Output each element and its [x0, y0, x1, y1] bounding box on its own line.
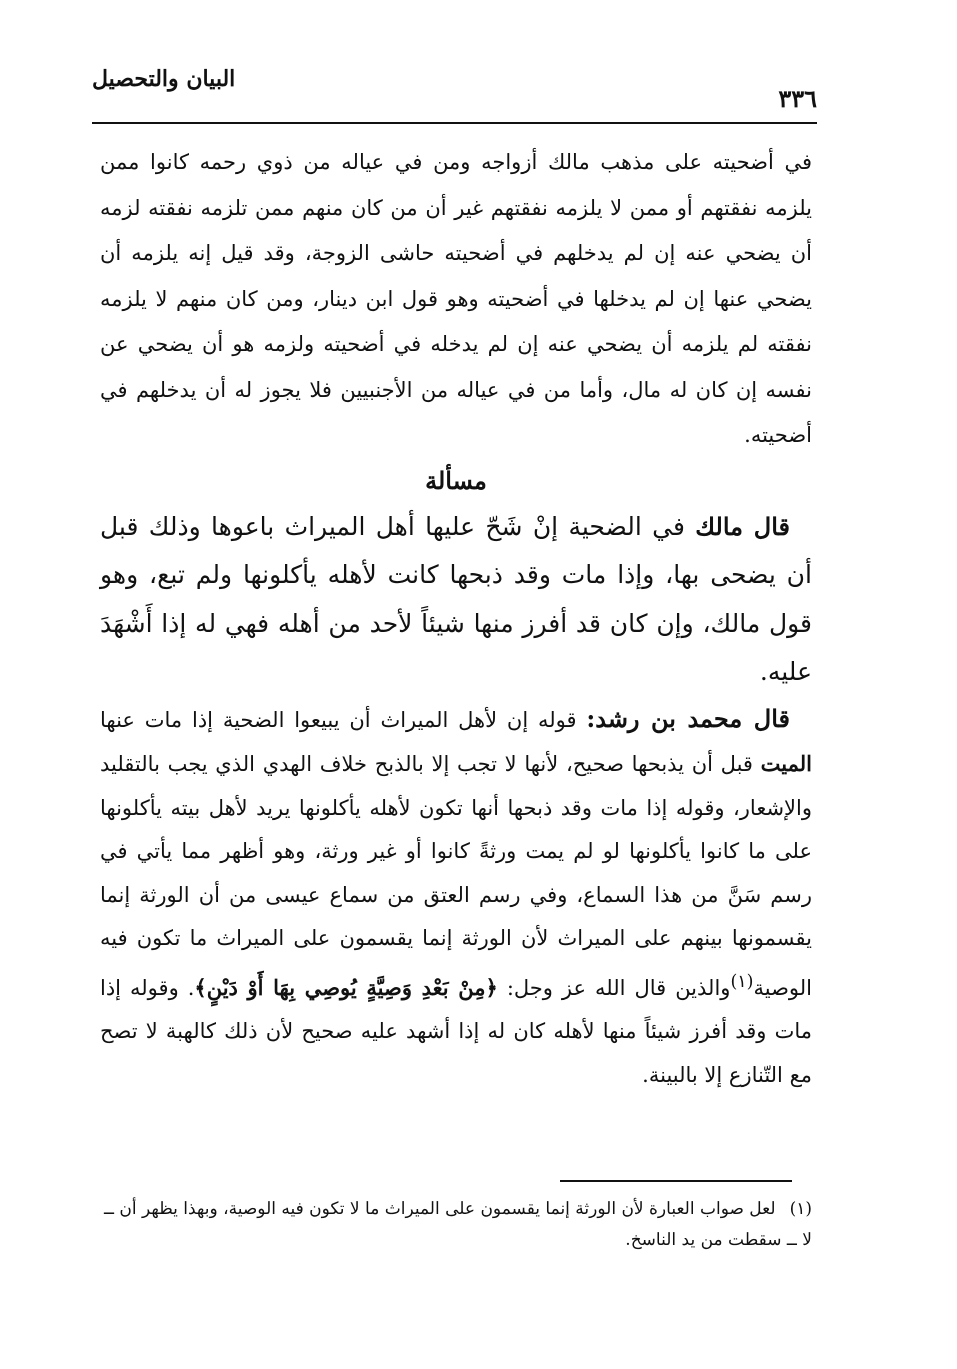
quran-quote: ﴿مِنْ بَعْدِ وَصِيَّةٍ يُوصِي بِهَا أَوْ دَيْنٍ﴾ [194, 974, 498, 1000]
matn-paragraph [100, 503, 812, 697]
matn-lead: قال مالك [695, 511, 790, 541]
footnote [100, 1194, 812, 1256]
footnote-text: لعل صواب العبارة لأن الورثة إنما يقسمون على الميراث ما لا تكون فيه الوصية، وبهذا يظهر أن ــ لا ــ سقطت من يد الناسخ. [104, 1199, 812, 1250]
header-rule [92, 122, 817, 124]
running-title: البيان والتحصيل [92, 66, 236, 92]
sharh-bold-word: الميت [760, 751, 812, 776]
page-body [100, 140, 812, 1097]
intro-paragraph: في أضحيته على مذهب مالك أزواجه ومن في عياله من ذوي رحمه كانوا ممن يلزمه نفقتهم أو ممن لا يلزمه نفقتهم غير أن من كان منهم ممن تلزمه نفقته لزمه أن يضحي عنه إن لم يدخلهم في أضحيته حاشى الزوجة، وقد قيل إنه يلزمه أن يضحي عنها إن لم يدخلها في أضحيته وهو قول ابن دينار، ومن كان منهم لا يلزمه نفقته لم يلزمه أن يضحي عنه إن لم يدخله في أضحيته ولزمه هو أن يضحي عن نفسه إن كان له مال، وأما من في عياله من الأجنبيين فلا يجوز له أن يدخلهم في أضحيته. [100, 150, 812, 447]
section-heading: مسألة [425, 465, 487, 495]
footnote-marker: (١) [789, 1199, 812, 1219]
sharh-text-2: قبل أن يذبحها صحيح، لأنها لا تجب إلا بالذبح خلاف الهدي الذي يجب بالتقليد والإشعار، وقوله إذا مات وقد ذبحها أنها تكون لأهله يأكلونها يريد لأهل بيته يأكلونها على ما كانوا يأكلونها لو لم يمت ورثةً كانوا أو غير ورثة، وهو أظهر مما يأتي في رسم سَنَّ من هذا السماع، وفي رسم العتق من سماع عيسى من أن الورثة إنما يقسمونها بينهم على الميراث لأن الورثة إنما يقسمون على الميراث ما تكون فيه الوصية [100, 752, 813, 1000]
footnote-reference: (١) [730, 971, 754, 992]
sharh-text-3: والذين قال الله عز وجل: [506, 975, 731, 1000]
matn-text: في الضحية إنْ شَحّ عليها أهل الميراث باعوها وذلك قبل أن يضحى بها، وإذا مات وقد ذبحها كانت لأهله يأكلونها ولم تبع، وهو قول مالك، وإن كان قد أفرز منها شيئاً لأحد من أهله فهي له إذا أَشْهَدَ عليه. [100, 511, 812, 686]
page-number: ٣٣٦ [778, 84, 817, 113]
sharh-lead: قال محمد بن رشد: [586, 703, 790, 733]
sharh-text-4: . وقوله إذا مات وقد أفرز شيئاً منها لأهله كان له إذا أشهد عليه صحيح لأن ذلك كالهبة لا تصح مع التّنازع إلا بالبينة. [100, 975, 812, 1087]
sharh-paragraph [100, 697, 812, 1098]
sharh-text-1: قوله إن لأهل الميراث أن يبيعوا الضحية إذا مات عنها [100, 707, 577, 732]
page-header [92, 58, 817, 124]
footnote-rule [560, 1180, 792, 1182]
